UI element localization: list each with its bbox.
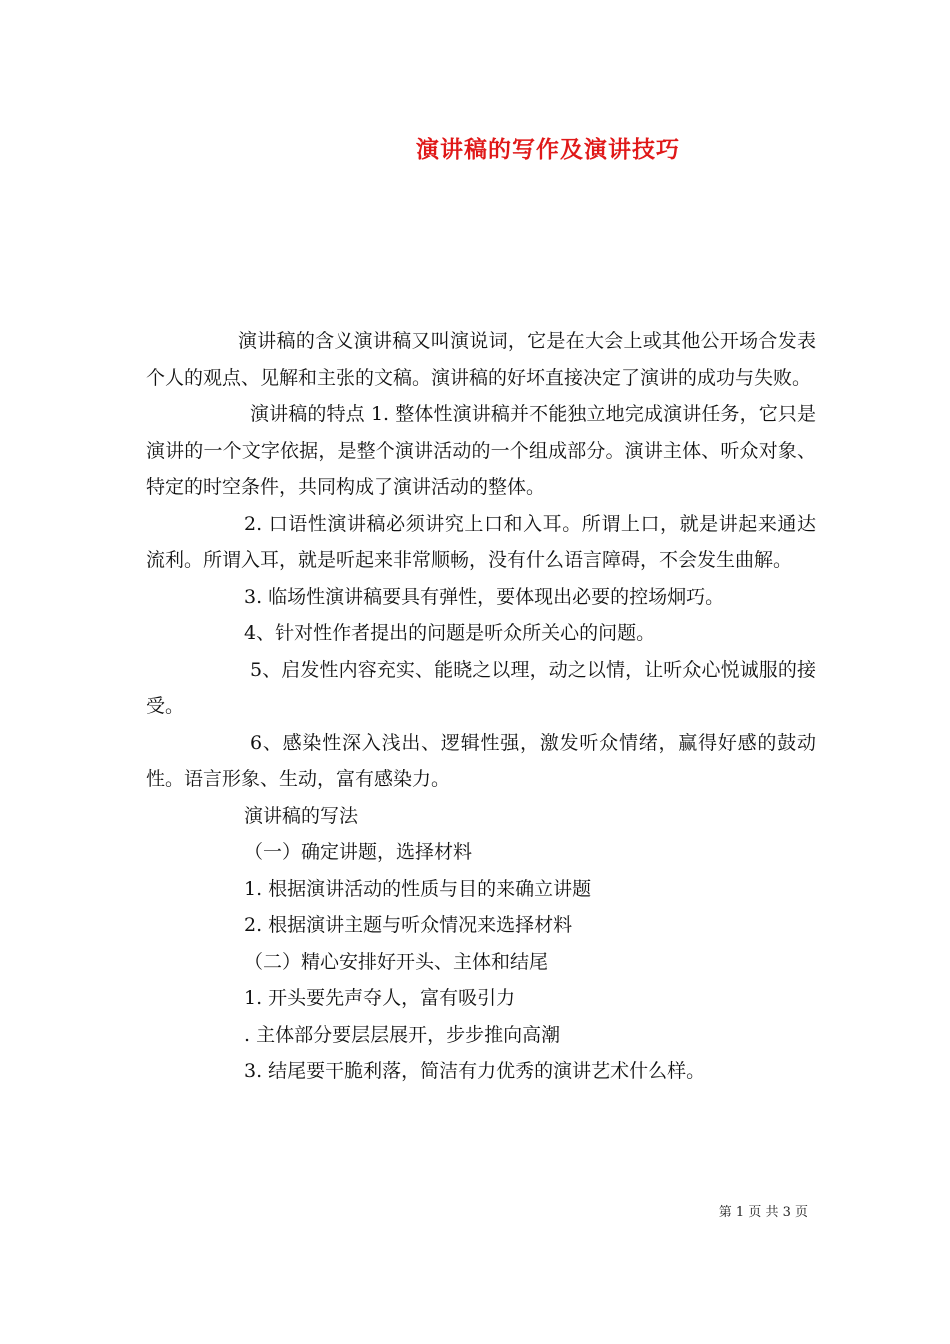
list-item: 3. 结尾要干脆利落，简洁有力优秀的演讲艺术什么样。 <box>244 1060 706 1082</box>
list-item: . 主体部分要层层展开，步步推向高潮 <box>244 1023 561 1046</box>
paragraph-definition: 演讲稿的含义演讲稿又叫演说词，它是在大会上或其他公开场合发表个人的观点、见解和主张的文稿。演讲稿的好坏直接决定了演讲的成功与失败。 <box>146 330 816 389</box>
page-number: 第 1 页 共 3 页 <box>718 1205 808 1220</box>
subsection-heading-1: （一）确定讲题，选择材料 <box>244 841 473 863</box>
subsection-heading-2: （二）精心安排好开头、主体和结尾 <box>244 950 549 973</box>
paragraph-feature-6: 6、感染性深入浅出、逻辑性强，激发听众情绪，赢得好感的鼓动性。语言形象、生动，富有感染力。 <box>146 731 816 790</box>
paragraph-feature-3: 3. 临场性演讲稿要具有弹性，要体现出必要的控场炯巧。 <box>244 585 725 608</box>
document-title: 演讲稿的写作及演讲技巧 <box>416 136 680 163</box>
document-body <box>146 323 816 1090</box>
paragraph-feature-4: 4、针对性作者提出的问题是听众所关心的问题。 <box>244 622 656 644</box>
paragraph-feature-5: 5、启发性内容充实、能晓之以理，动之以情，让听众心悦诚服的接受。 <box>146 658 816 717</box>
list-item: 2. 根据演讲主题与听众情况来选择材料 <box>244 914 573 936</box>
list-item: 1. 根据演讲活动的性质与目的来确立讲题 <box>244 877 592 900</box>
paragraph-feature-2: 2. 口语性演讲稿必须讲究上口和入耳。所谓上口，就是讲起来通达流利。所谓入耳，就是听起来非常顺畅，没有什么语言障碍，不会发生曲解。 <box>146 512 816 571</box>
paragraph-feature-1: 演讲稿的特点 1. 整体性演讲稿并不能独立地完成演讲任务，它只是演讲的一个文字依据，是整个演讲活动的一个组成部分。演讲主体、听众对象、特定的时空条件，共同构成了演讲活动的整体。 <box>146 403 816 498</box>
section-heading-writing: 演讲稿的写法 <box>244 804 359 827</box>
list-item: 1. 开头要先声夺人，富有吸引力 <box>244 987 516 1009</box>
